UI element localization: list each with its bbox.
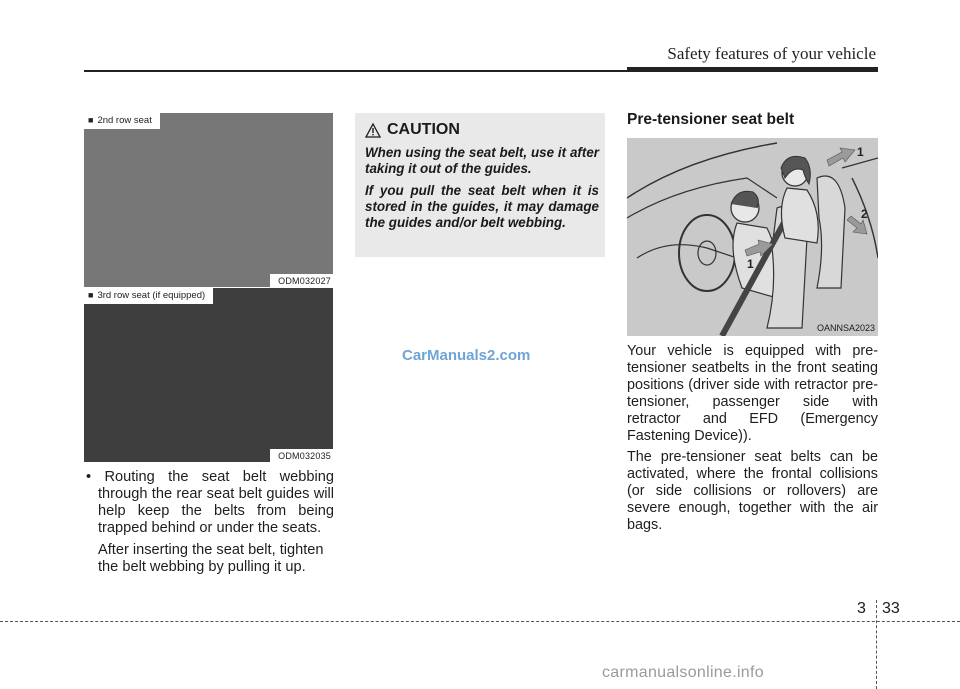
- running-header: Safety features of your vehicle: [667, 44, 876, 63]
- caution-header: [365, 121, 599, 139]
- photo-3rd-row-seat: [84, 288, 333, 462]
- callout-1-bottom: 1: [747, 257, 754, 271]
- seat-belt-guide-photo: [84, 288, 333, 462]
- warning-triangle-icon: [365, 123, 381, 138]
- section-title: Pre-tensioner seat belt: [627, 111, 795, 128]
- pretensioner-drawing: [627, 138, 878, 336]
- illustration-code: OANNSA2023: [816, 323, 875, 333]
- bullet-text: Routing the seat belt webbing through the rear seat belt guides will help keep the belts from being trapped behind or under the seats.: [98, 469, 334, 536]
- photo-tag-label: 2nd row seat: [97, 115, 152, 126]
- bullet-icon: •: [86, 469, 92, 485]
- body-paragraph: The pre-tensioner seat belts can be activated, where the frontal collisions (or side collisions or rollovers) are severe enough, together with the air bags.: [627, 449, 878, 534]
- bullet-block: [86, 469, 334, 576]
- photo-2nd-row-seat: [84, 113, 333, 287]
- caution-box: [355, 113, 605, 257]
- callout-1-top: 1: [857, 145, 864, 159]
- section-body: [627, 343, 878, 539]
- caution-title: CAUTION: [387, 121, 460, 138]
- photo-code: ODM032035: [270, 449, 333, 462]
- footer-rule: [0, 621, 960, 622]
- footer-site-text: carmanualsonline.info: [602, 664, 764, 681]
- pretensioner-illustration: [627, 138, 878, 336]
- photo-tag: [84, 113, 160, 129]
- footer-divider: [876, 600, 877, 689]
- photo-code: ODM032027: [270, 274, 333, 287]
- bullet-follow-text: After inserting the seat belt, tighten the belt webbing by pulling it up.: [98, 542, 324, 575]
- callout-2: 2: [861, 207, 868, 221]
- caution-paragraph: If you pull the seat belt when it is stored in the guides, it may damage the guides and/or belt webbing.: [365, 183, 599, 230]
- body-paragraph: Your vehicle is equipped with pre-tensioner seatbelts in the front seating positions (driver side with retractor pre-tensioner, passenger side with retractor and EFD (Emergency Fastening Device)).: [627, 343, 878, 444]
- page-number: 33: [882, 600, 900, 617]
- chapter-number: 3: [857, 600, 866, 617]
- photo-tag-label: 3rd row seat (if equipped): [97, 290, 206, 301]
- header-rule-accent: [627, 67, 878, 72]
- caution-paragraph: When using the seat belt, use it after taking it out of the guides.: [365, 145, 599, 176]
- tag-square-icon: ■: [88, 115, 94, 125]
- photo-tag: [84, 288, 213, 304]
- watermark-text: CarManuals2.com: [402, 347, 531, 364]
- bullet-item: [86, 469, 334, 537]
- tag-square-icon: ■: [88, 290, 94, 300]
- seat-belt-guide-photo: [84, 113, 333, 287]
